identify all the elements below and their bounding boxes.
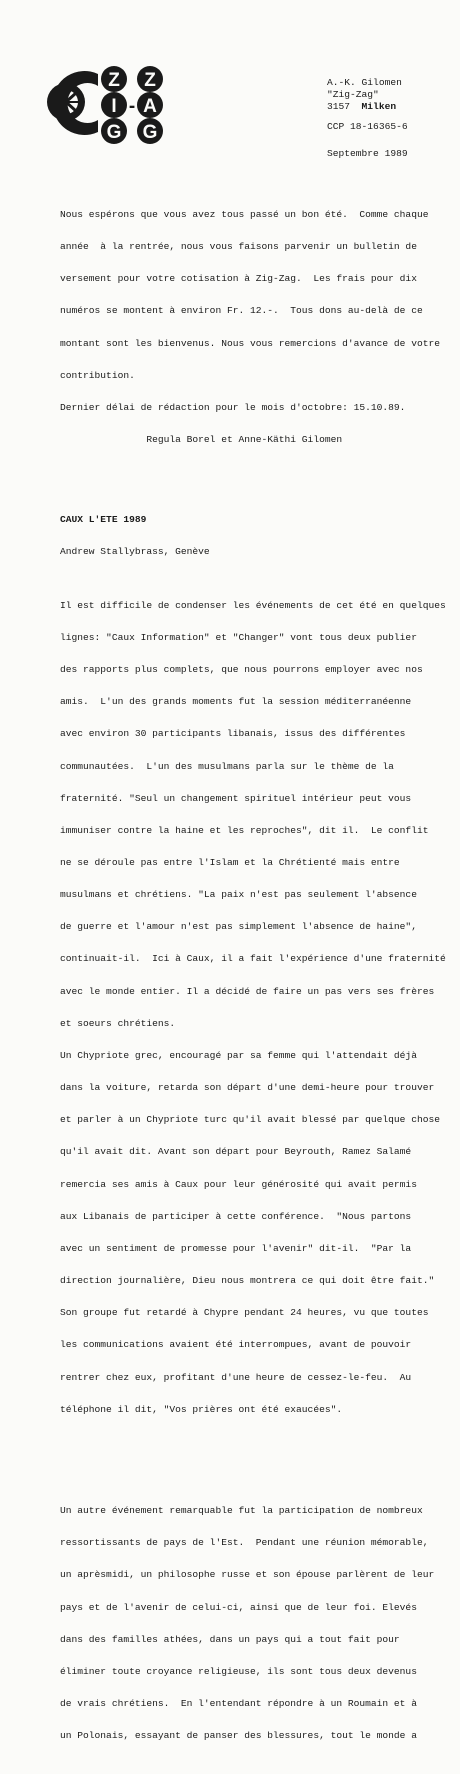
text-line: immuniser contre la haine et les reproches", dit il. Le conflit [60,824,429,836]
text-line: Son groupe fut retardé à Chypre pendant 24 heures, vu que toutes [60,1307,429,1319]
ccp-account: CCP 18-16365-6 [327,121,408,132]
text-line: continuait-il. Ici à Caux, il a fait l'expérience d'une fraternité [60,953,446,965]
article-title: CAUX L'ETE 1989 [60,514,147,525]
letter-date: Septembre 1989 [327,148,408,159]
logo-letter: G [142,122,158,143]
text-line: rentrer chez eux, profitant d'une heure de cessez-le-feu. Au [60,1371,412,1383]
address-org: "Zig-Zag" [327,89,379,100]
text-line: pays et de l'avenir de celui-ci, ainsi que de leur foi. Elevés [60,1601,417,1613]
text-line: et parler à un Chypriote turc qu'il avait blessé par quelque chose [60,1114,440,1126]
text-line: de vrais chrétiens. En l'entendant répondre à un Roumain et à [60,1698,417,1710]
text-line: Dernier délai de rédaction pour le mois d'octobre: 15.10.89. [60,401,406,413]
text-line: aux Libanais de participer à cette conférence. "Nous partons [60,1210,412,1222]
address-city: Milken [361,101,397,112]
text-line: de guerre et l'amour n'est pas simplement l'absence de haine", [60,921,417,933]
logo-letter: Z [108,70,120,91]
text-line: éliminer toute croyance religieuse, ils sont tous deux devenus [60,1665,417,1677]
text-line: musulmans et chrétiens. "La paix n'est pas seulement l'absence [60,889,417,901]
text-line: les communications avaient été interrompues, avant de pouvoir [60,1339,412,1351]
text-line: Un Chypriote grec, encouragé par sa femme qui l'attendait déjà [60,1049,417,1061]
signature-line: Regula Borel et Anne-Käthi Gilomen [60,433,343,445]
text-line: remercia ses amis à Caux pour leur générosité qui avait permis [60,1178,417,1190]
logo-letter: A [143,96,157,117]
intro-paragraph [60,188,460,467]
text-line: des rapports plus complets, que nous pourrons employer avec nos [60,664,423,676]
text-line: ressortissants de pays de l'Est. Pendant une réunion mémorable, [60,1537,429,1549]
text-line: téléphone il dit, "Vos prières ont été exaucées". [60,1403,343,1415]
address-postcode: 3157 [327,101,351,112]
address-name: A.-K. Gilomen [327,77,402,88]
article-paragraph [60,1485,460,1764]
text-line: fraternité. "Seul un changement spirituel intérieur peut vous [60,792,412,804]
text-line: contribution. [60,369,135,381]
zig-zag-logo [42,62,170,144]
article-author: Andrew Stallybrass, Genève [60,546,210,558]
letter-body [60,167,460,1774]
text-line: avec environ 30 participants libanais, issus des différentes [60,728,406,740]
text-line: montant sont les bienvenus. Nous vous remercions d'avance de votre [60,337,440,349]
article-paragraph [60,579,460,1437]
text-line: communautées. L'un des musulmans parla sur le thème de la [60,760,394,772]
text-line: avec le monde entier. Il a décidé de faire un pas vers ses frères [60,985,435,997]
text-line: un Polonais, essayant de panser des blessures, tout le monde a [60,1730,417,1742]
text-line: direction journalière, Dieu nous montrera ce qui doit être fait." [60,1275,435,1287]
logo-letters [101,66,163,144]
text-line: Il est difficile de condenser les événements de cet été en quelques [60,599,446,611]
text-line: dans la voiture, retarda son départ d'une demi-heure pour trouver [60,1082,435,1094]
logo-letter: G [106,122,122,143]
text-line: un aprèsmidi, un philosophe russe et son épouse parlèrent de leur [60,1569,435,1581]
text-line: année à la rentrée, nous vous faisons parvenir un bulletin de [60,241,417,253]
logo-dash: - [128,96,136,117]
text-line: avec un sentiment de promesse pour l'avenir" dit-il. "Par la [60,1242,412,1254]
text-line: et soeurs chrétiens. [60,1017,176,1029]
text-line: numéros se montent à environ Fr. 12.-. Tous dons au-delà de ce [60,305,423,317]
text-line: lignes: "Caux Information" et "Changer" vont tous deux publier [60,631,417,643]
text-line: ne se déroule pas entre l'Islam et la Chrétienté mais entre [60,857,400,868]
text-line: versement pour votre cotisation à Zig-Zag. Les frais pour dix [60,273,417,285]
logo-letter: I [111,96,117,117]
text-line: amis. L'un des grands moments fut la session méditerranéenne [60,696,412,708]
text-line: Nous espérons que vous avez tous passé un bon été. Comme chaque [60,208,429,220]
text-line: qu'il avait dit. Avant son départ pour Beyrouth, Ramez Salamé [60,1146,412,1158]
text-line: dans des familles athées, dans un pays qui a tout fait pour [60,1633,400,1645]
text-line: Un autre événement remarquable fut la participation de nombreux [60,1505,423,1517]
sender-address [327,77,402,113]
logo-letter: Z [144,70,156,91]
